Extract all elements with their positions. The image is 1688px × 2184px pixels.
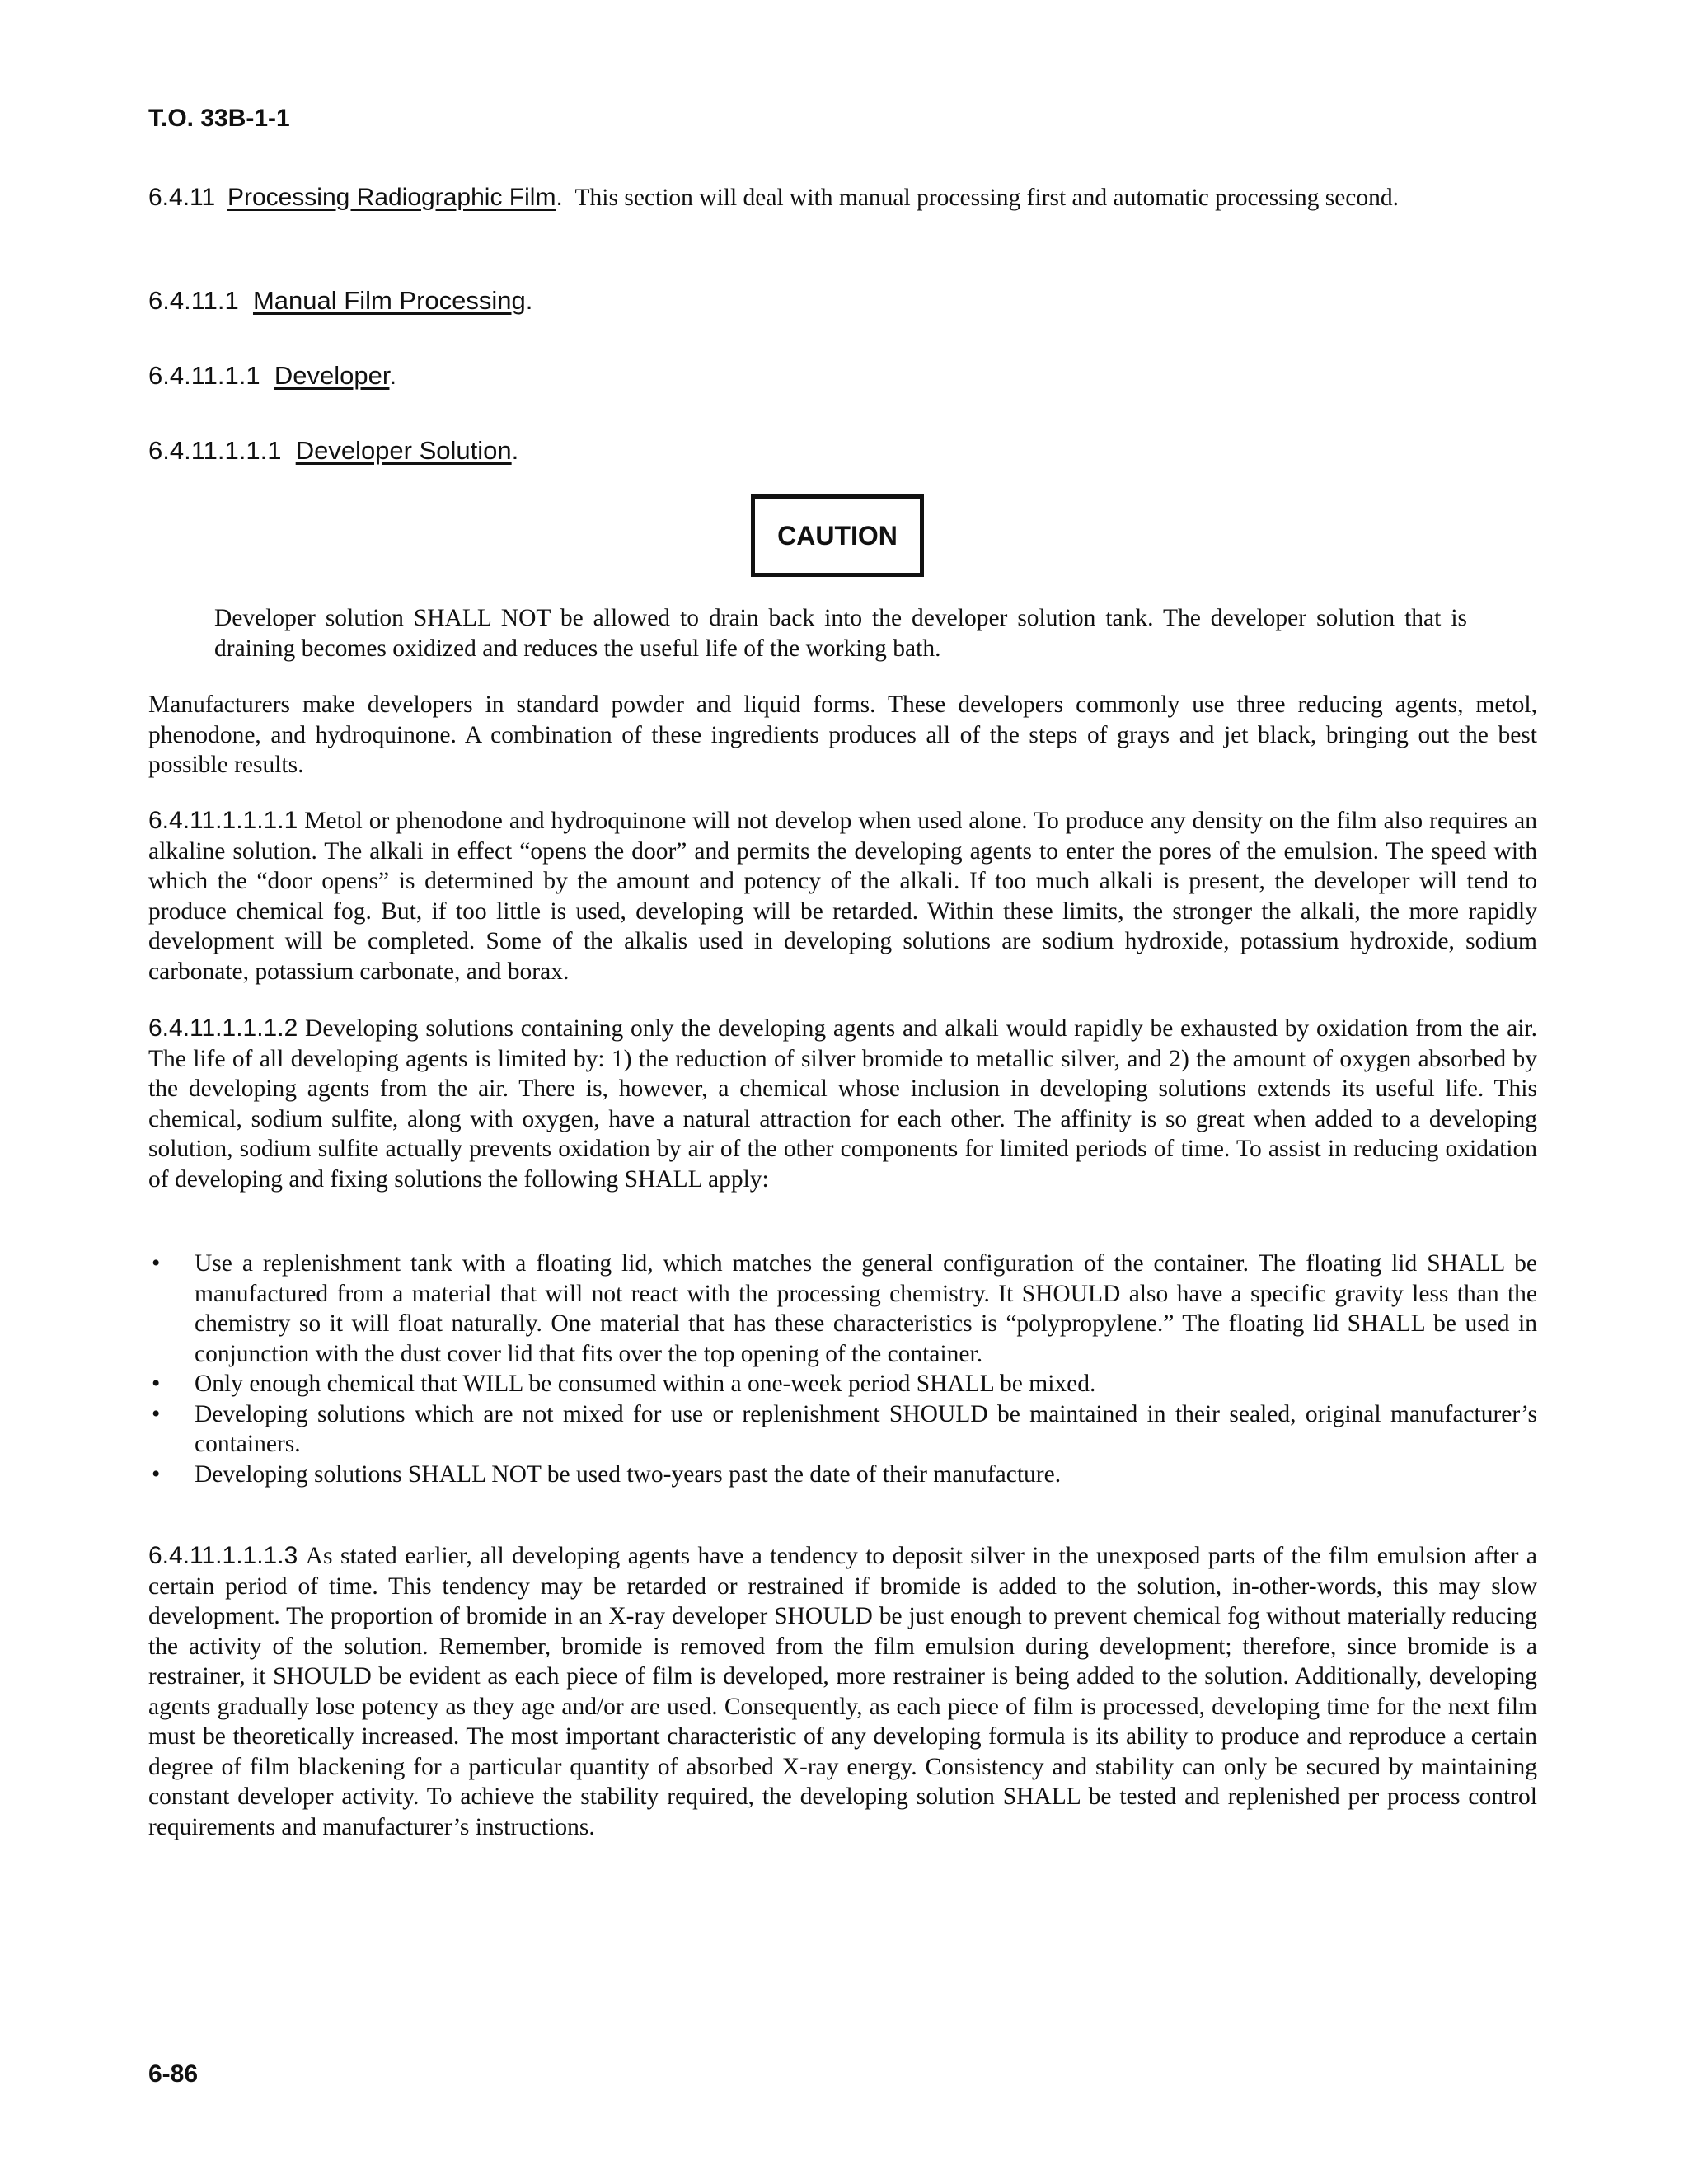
section-6-4-11-1-heading: 6.4.11.1 Manual Film Processing.	[148, 286, 533, 315]
paragraph-number: 6.4.11.1.1.1.2	[148, 1015, 298, 1042]
document-id-header: T.O. 33B-1-1	[148, 105, 290, 132]
section-6-4-11-1-1-1-heading: 6.4.11.1.1.1 Developer Solution.	[148, 436, 519, 465]
paragraph-6-4-11-1-1-1-1	[148, 806, 1537, 987]
paragraph-text: Metol or phenodone and hydroquinone will not develop when used alone. To produce any density on the film also requires an alkaline solution. The alkali in effect “opens the door” and permits the developing agents to enter the pores of the emulsion. The speed with which the “door opens” is determined by the amount and potency of the alkali. If too much alkali is present, the developer will tend to produce chemical fog. But, if too little is used, developing will be retarded. Within these limits, the stronger the alkali, the more rapidly development will be completed. Some of the alkalis used in developing solutions are sodium hydroxide, potassium hydroxide, sodium carbonate, potassium carbonate, and borax.	[148, 808, 1537, 985]
list-item	[148, 1460, 1537, 1490]
intro-paragraph: Manufacturers make developers in standard powder and liquid forms. These developers commonly use three reducing agents, metol, phenodone, and hydroquinone. A combination of these ingredients produces all of the steps of grays and jet black, bringing out the best possible results.	[148, 691, 1537, 778]
list-item	[148, 1249, 1537, 1369]
section-title: Developer Solution	[295, 436, 512, 465]
bullet-icon: •	[152, 1250, 161, 1277]
list-item	[148, 1369, 1537, 1399]
list-item-text: Developing solutions SHALL NOT be used two-years past the date of their manufacture.	[195, 1460, 1062, 1488]
bullet-icon: •	[152, 1400, 161, 1427]
paragraph-text: As stated earlier, all developing agents have a tendency to deposit silver in the unexposed parts of the film emulsion after a certain period of time. This tendency may be retarded or restrained if bromide is added to the solution, in-other-words, this may slow development. The proportion of bromide in an X-ray developer SHOULD be just enough to prevent chemical fog without materially reducing the activity of the solution. Remember, bromide is removed from the film emulsion during development; therefore, since bromide is a restrainer, it SHOULD be evident as each piece of film is developed, more restrainer is being added to the solution. Additionally, developing agents gradually lose potency as they age and/or are used. Consequently, as each piece of film is processed, developing time for the next film must be theoretically increased. The most important characteristic of any developing formula is its ability to produce and reproduce a certain degree of film blackening for a particular quantity of absorbed X-ray energy. Consistency and stability can only be secured by maintaining constant developer activity. To achieve the stability required, the developing solution SHALL be tested and replenished per process control requirements and manufacturer’s instructions.	[148, 1543, 1537, 1840]
section-title: Processing Radiographic Film	[227, 184, 556, 211]
section-number: 6.4.11.1.1.1	[148, 436, 282, 465]
section-title: Manual Film Processing	[252, 286, 526, 315]
paragraph-text: Developing solutions containing only the developing agents and alkali would rapidly be exhausted by oxidation from the air. The life of all developing agents is limited by: 1) the reduction of silver bromide to metallic silver, and 2) the amount of oxygen absorbed by the developing agents from the air. There is, however, a chemical whose inclusion in developing solutions extends its useful life. This chemical, sodium sulfite, along with oxygen, have a natural attraction for each other. The affinity is so great when added to a developing solution, sodium sulfite actually prevents oxidation by air of the other components for limited periods of time. To assist in reducing oxidation of developing and fixing solutions the following SHALL apply:	[148, 1015, 1537, 1193]
section-6-4-11-1-1-heading: 6.4.11.1.1 Developer.	[148, 361, 397, 390]
page-number-footer: 6-86	[148, 2060, 199, 2088]
paragraph-6-4-11-1-1-1-3	[148, 1541, 1537, 1842]
bullet-icon: •	[152, 1460, 161, 1488]
section-6-4-11: 6.4.11 Processing Radiographic Film. This section will deal with manual processing first and automatic processing second.	[148, 184, 1400, 211]
paragraph-number: 6.4.11.1.1.1.1	[148, 807, 298, 834]
caution-label: CAUTION	[777, 520, 898, 551]
section-number: 6.4.11	[148, 184, 216, 211]
section-title: Developer	[274, 361, 390, 390]
list-item-text: Only enough chemical that WILL be consumed within a one-week period SHALL be mixed.	[195, 1371, 1096, 1397]
paragraph-6-4-11-1-1-1-2	[148, 1014, 1537, 1194]
caution-label-box	[751, 494, 924, 577]
section-text: This section will deal with manual processing first and automatic processing second.	[574, 185, 1400, 211]
list-item-text: Developing solutions which are not mixed for use or replenishment SHOULD be maintained in their sealed, original manufacturer’s containers.	[195, 1400, 1537, 1457]
list-item-text: Use a replenishment tank with a floating lid, which matches the general configuration of the container. The floating lid SHALL be manufactured from a material that will not react with the processing chemistry. It SHOULD also have a specific gravity less than the chemistry so it will float naturally. One material that has these characteristics is “polypropylene.” The floating lid SHALL be used in conjunction with the dust cover lid that fits over the top opening of the container.	[195, 1250, 1537, 1367]
list-item	[148, 1399, 1537, 1460]
section-number: 6.4.11.1	[148, 286, 239, 315]
bullet-icon: •	[152, 1371, 161, 1397]
caution-text: Developer solution SHALL NOT be allowed to drain back into the developer solution tank. The developer solution that is draining becomes oxidized and reduces the useful life of the working bath.	[214, 605, 1467, 662]
requirements-bullet-list	[148, 1249, 1537, 1489]
paragraph-number: 6.4.11.1.1.1.3	[148, 1542, 298, 1569]
section-number: 6.4.11.1.1	[148, 361, 260, 390]
